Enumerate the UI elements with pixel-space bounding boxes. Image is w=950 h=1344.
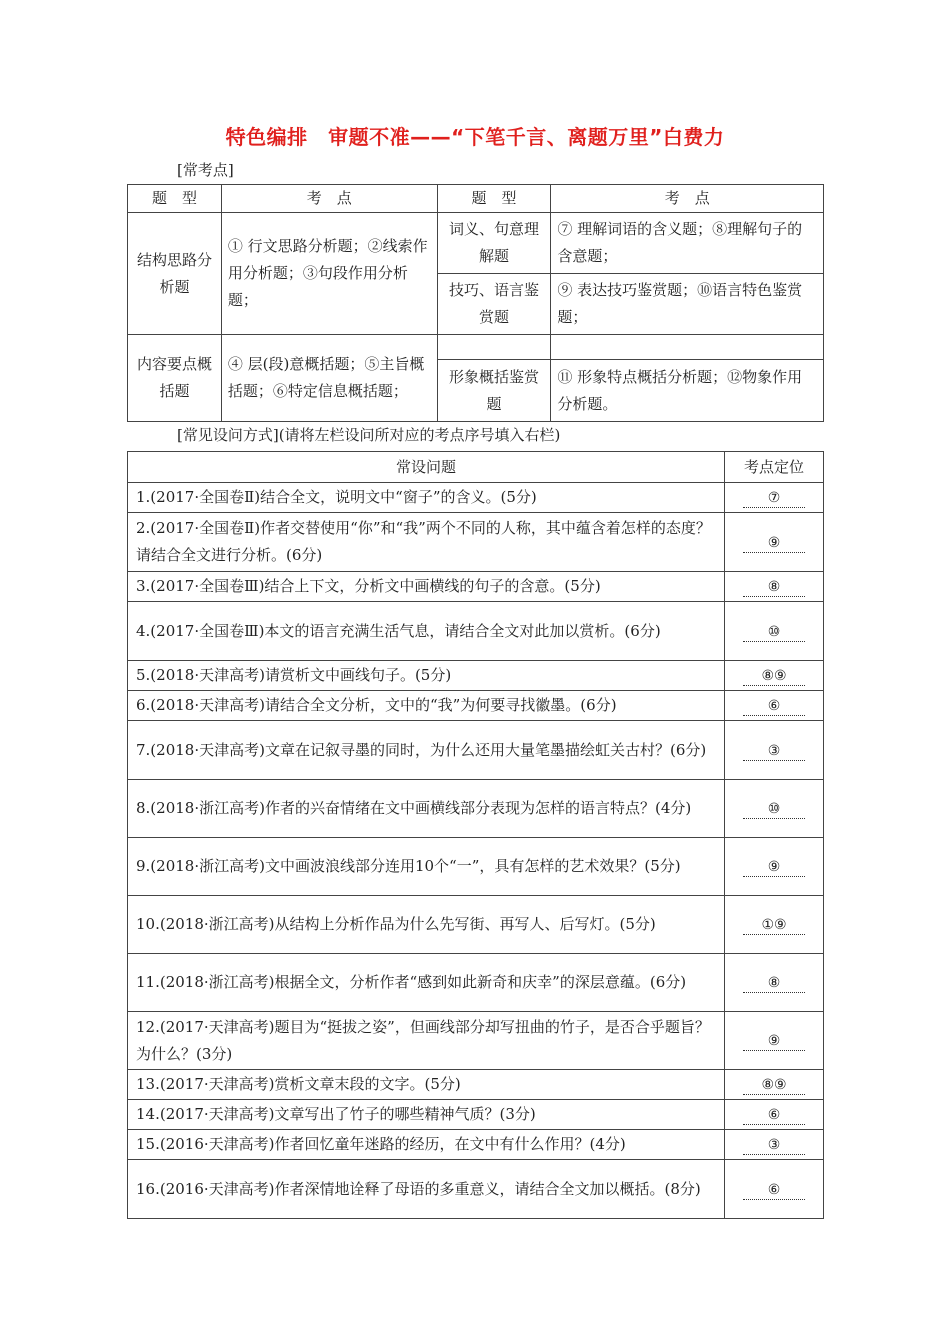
answer-text: ⑧	[743, 579, 805, 597]
points-cell: ⑨ 表达技巧鉴赏题；⑩语言特色鉴赏题；	[551, 274, 824, 335]
answer-cell	[725, 721, 824, 780]
question-text: 6.(2018·天津高考)请结合全文分析，文中的“我”为何要寻找徽墨。(6分)	[128, 691, 725, 721]
answer-text: ⑨	[743, 1033, 805, 1051]
answer-text: ③	[743, 1137, 805, 1155]
type-cell: 结构思路分析题	[128, 213, 222, 335]
answer-cell	[725, 896, 824, 954]
question-text: 4.(2017·全国卷Ⅲ)本文的语言充满生活气息，请结合全文对此加以赏析。(6分)	[128, 602, 725, 661]
answer-cell	[725, 602, 824, 661]
answer-cell	[725, 691, 824, 721]
question-text: 8.(2018·浙江高考)作者的兴奋情绪在文中画横线部分表现为怎样的语言特点？(4分)	[128, 780, 725, 838]
answer-cell	[725, 1100, 824, 1130]
question-row	[128, 954, 824, 1012]
type-cell: 词义、句意理解题	[437, 213, 551, 274]
answer-text: ⑩	[743, 801, 805, 819]
answer-text: ⑧	[743, 975, 805, 993]
question-text: 13.(2017·天津高考)赏析文章末段的文字。(5分)	[128, 1070, 725, 1100]
question-row	[128, 1100, 824, 1130]
question-text: 7.(2018·天津高考)文章在记叙寻墨的同时，为什么还用大量笔墨描绘虹关古村？(6分)	[128, 721, 725, 780]
answer-cell	[725, 513, 824, 572]
answer-cell	[725, 1160, 824, 1219]
type-cell: 形象概括鉴赏题	[437, 360, 551, 422]
answer-cell	[725, 838, 824, 896]
question-row	[128, 1012, 824, 1070]
question-text: 2.(2017·全国卷Ⅱ)作者交替使用“你”和“我”两个不同的人称，其中蕴含着怎样的态度？请结合全文进行分析。(6分)	[128, 513, 725, 572]
section-label-key-points: [常考点]	[177, 161, 234, 179]
questions-table	[127, 451, 824, 1219]
question-row	[128, 661, 824, 691]
points-cell: ⑦ 理解词语的含义题；⑧理解句子的含意题；	[551, 213, 824, 274]
points-cell: ⑪ 形象特点概括分析题；⑫物象作用分析题。	[551, 360, 824, 422]
question-row	[128, 691, 824, 721]
answer-cell	[725, 483, 824, 513]
answer-text: ⑥	[743, 1107, 805, 1125]
answer-cell	[725, 1012, 824, 1070]
answer-cell	[725, 661, 824, 691]
answer-text: ⑥	[743, 1182, 805, 1200]
question-text: 14.(2017·天津高考)文章写出了竹子的哪些精神气质？(3分)	[128, 1100, 725, 1130]
question-text: 10.(2018·浙江高考)从结构上分析作品为什么先写街、再写人、后写灯。(5分)	[128, 896, 725, 954]
questions-header-row	[128, 452, 824, 483]
type-cell: 技巧、语言鉴赏题	[437, 274, 551, 335]
answer-text: ①⑨	[743, 917, 805, 935]
question-row	[128, 838, 824, 896]
key-points-row	[128, 335, 824, 360]
question-row	[128, 1130, 824, 1160]
question-row	[128, 896, 824, 954]
answer-text: ⑨	[743, 859, 805, 877]
header-type-right: 题 型	[437, 185, 551, 213]
key-points-header-row	[128, 185, 824, 213]
section-label-questions: [常见设问方式](请将左栏设问所对应的考点序号填入右栏)	[177, 426, 561, 444]
question-text: 15.(2016·天津高考)作者回忆童年迷路的经历，在文中有什么作用？(4分)	[128, 1130, 725, 1160]
key-points-table	[127, 184, 824, 422]
question-row	[128, 721, 824, 780]
points-cell: ④ 层(段)意概括题；⑤主旨概括题；⑥特定信息概括题；	[221, 335, 437, 422]
question-row	[128, 513, 824, 572]
question-row	[128, 572, 824, 602]
answer-text: ⑧⑨	[743, 1077, 805, 1095]
answer-cell	[725, 572, 824, 602]
question-text: 9.(2018·浙江高考)文中画波浪线部分连用10个“一”，具有怎样的艺术效果？(5分)	[128, 838, 725, 896]
header-answer: 考点定位	[725, 452, 824, 483]
answer-cell	[725, 954, 824, 1012]
header-point-left: 考 点	[221, 185, 437, 213]
question-text: 12.(2017·天津高考)题目为“挺拔之姿”，但画线部分却写扭曲的竹子，是否合乎题旨？为什么？(3分)	[128, 1012, 725, 1070]
points-cell: ① 行文思路分析题；②线索作用分析题；③句段作用分析题；	[221, 213, 437, 335]
key-points-row	[128, 213, 824, 274]
answer-cell	[725, 1130, 824, 1160]
answer-text: ⑩	[743, 624, 805, 642]
question-row	[128, 1160, 824, 1219]
question-row	[128, 602, 824, 661]
question-text: 1.(2017·全国卷Ⅱ)结合全文，说明文中“窗子”的含义。(5分)	[128, 483, 725, 513]
header-point-right: 考 点	[551, 185, 824, 213]
question-row	[128, 780, 824, 838]
page-title: 特色编排 审题不准——“下笔千言、离题万里”白费力	[225, 125, 725, 149]
question-text: 5.(2018·天津高考)请赏析文中画线句子。(5分)	[128, 661, 725, 691]
answer-cell	[725, 780, 824, 838]
question-text: 16.(2016·天津高考)作者深情地诠释了母语的多重意义，请结合全文加以概括。(8分)	[128, 1160, 725, 1219]
answer-text: ⑨	[743, 535, 805, 553]
answer-cell	[725, 1070, 824, 1100]
type-cell: 内容要点概括题	[128, 335, 222, 422]
header-question: 常设问题	[128, 452, 725, 483]
question-row	[128, 1070, 824, 1100]
header-type-left: 题 型	[128, 185, 222, 213]
answer-text: ③	[743, 743, 805, 761]
answer-text: ⑥	[743, 698, 805, 716]
question-row	[128, 483, 824, 513]
question-text: 11.(2018·浙江高考)根据全文，分析作者“感到如此新奇和庆幸”的深层意蕴。(6分)	[128, 954, 725, 1012]
answer-text: ⑦	[743, 490, 805, 508]
question-text: 3.(2017·全国卷Ⅲ)结合上下文，分析文中画横线的句子的含意。(5分)	[128, 572, 725, 602]
answer-text: ⑧⑨	[743, 668, 805, 686]
